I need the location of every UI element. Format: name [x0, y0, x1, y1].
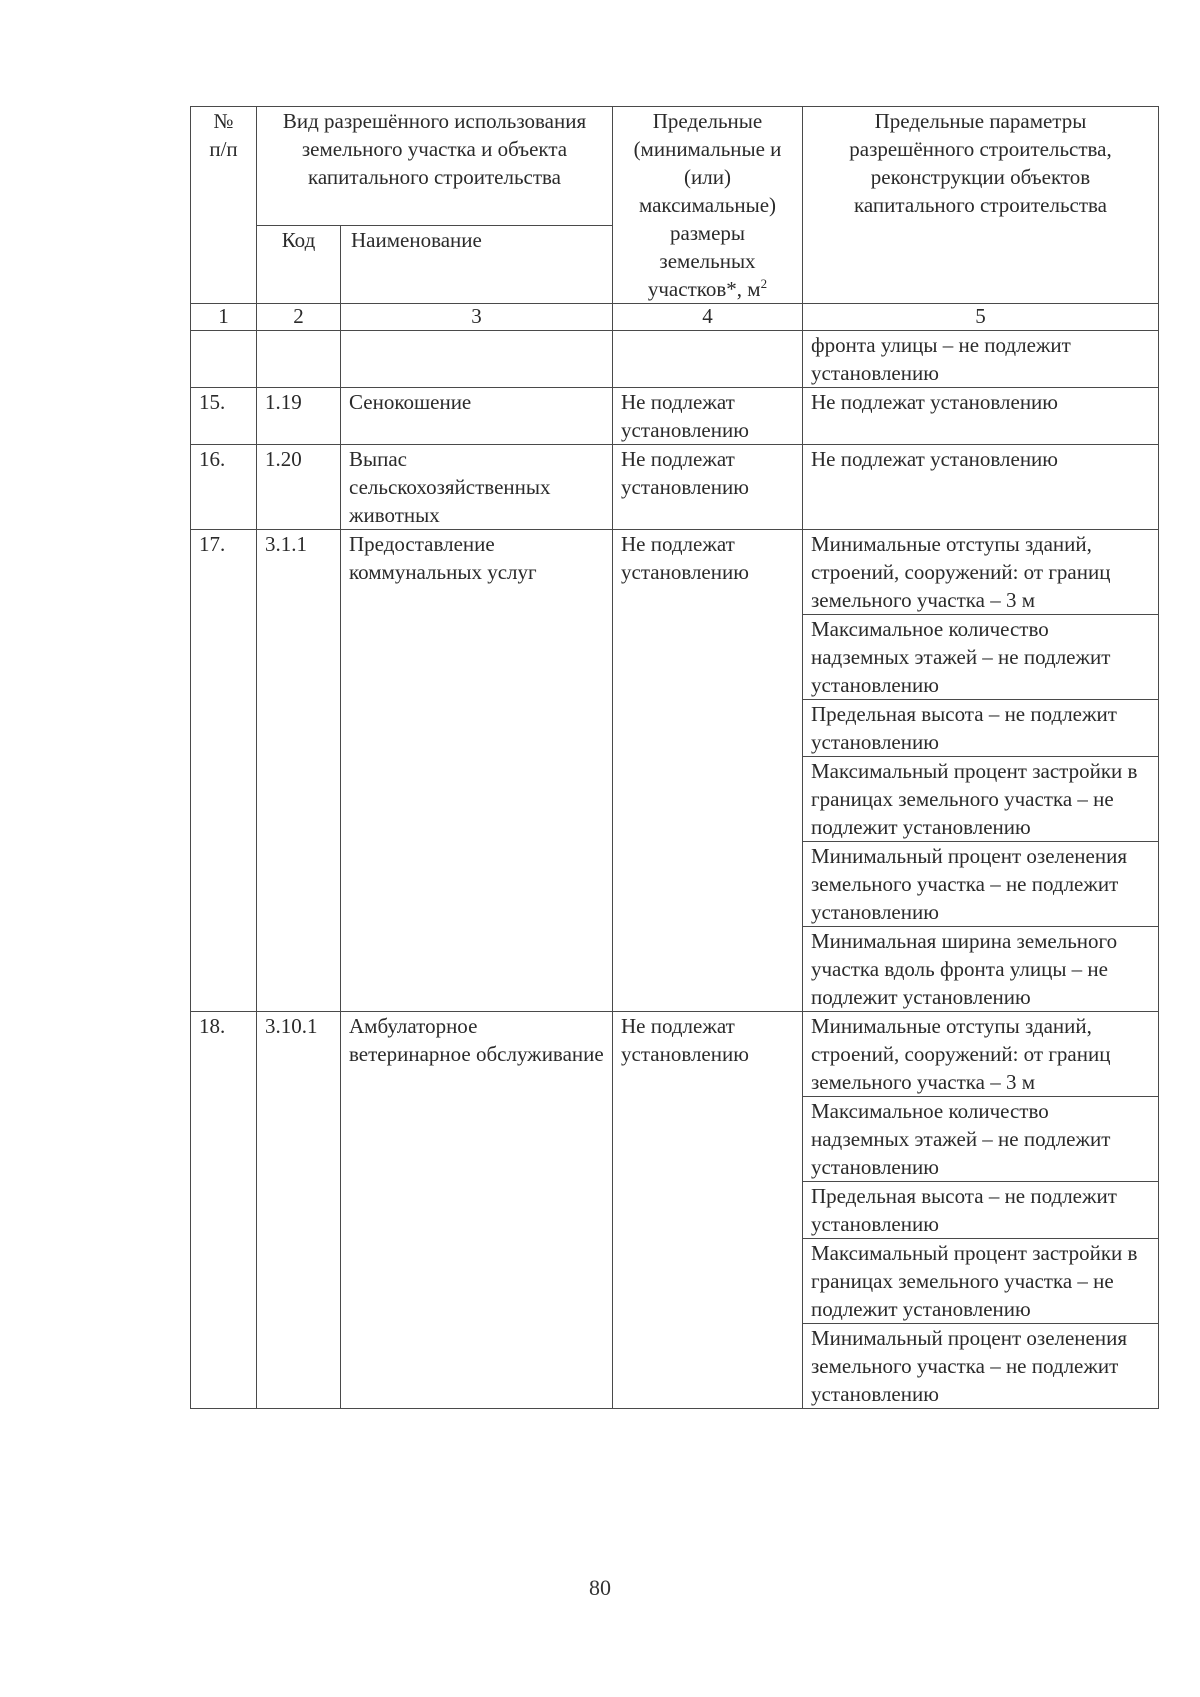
header-plot-size-sup: 2	[760, 276, 768, 291]
table-row-continuation	[191, 331, 1159, 388]
row-code: 3.10.1	[257, 1012, 341, 1409]
header-build-params: Предельные параметры разрешённого строительства, реконструкции объектов капитального строительства	[803, 107, 1159, 304]
params-cell: фронта улицы – не подлежит установлению	[803, 331, 1159, 388]
column-number: 1	[191, 304, 257, 331]
regulations-table	[190, 106, 1159, 1409]
row-name: Сенокошение	[341, 388, 613, 445]
header-use-type-group: Вид разрешённого использования земельного участка и объекта капитального строительства	[257, 107, 613, 226]
table-row	[191, 445, 1159, 530]
params-cell: Максимальный процент застройки в границах земельного участка – не подлежит установлению	[803, 1239, 1159, 1324]
column-number: 2	[257, 304, 341, 331]
params-cell: Минимальный процент озеленения земельного участка – не подлежит установлению	[803, 1324, 1159, 1409]
header-number-cell	[191, 107, 257, 304]
column-number-row	[191, 304, 1159, 331]
params-cell: Максимальное количество надземных этажей – не подлежит установлению	[803, 1097, 1159, 1182]
header-name: Наименование	[341, 226, 613, 304]
column-number: 3	[341, 304, 613, 331]
params-cell: Не подлежат установлению	[803, 388, 1159, 445]
row-name: Предоставление коммунальных услуг	[341, 530, 613, 1012]
row-number: 17.	[191, 530, 257, 1012]
row-number: 15.	[191, 388, 257, 445]
header-number-sign: №	[213, 109, 234, 133]
row-number: 18.	[191, 1012, 257, 1409]
row-code: 3.1.1	[257, 530, 341, 1012]
header-number-abbr: п/п	[209, 137, 238, 161]
params-cell: Минимальная ширина земельного участка вдоль фронта улицы – не подлежит установлению	[803, 927, 1159, 1012]
params-cell: Минимальные отступы зданий, строений, сооружений: от границ земельного участка – 3 м	[803, 530, 1159, 615]
row-plot-size: Не подлежат установлению	[613, 530, 803, 1012]
header-plot-size	[613, 107, 803, 304]
table-row	[191, 530, 1159, 615]
table-header-row	[191, 107, 1159, 226]
page-number: 80	[589, 1575, 611, 1600]
params-cell: Минимальный процент озеленения земельного участка – не подлежит установлению	[803, 842, 1159, 927]
table-row	[191, 388, 1159, 445]
row-name: Амбулаторное ветеринарное обслуживание	[341, 1012, 613, 1409]
row-code: 1.19	[257, 388, 341, 445]
params-cell: Предельная высота – не подлежит установлению	[803, 1182, 1159, 1239]
row-plot-size: Не подлежат установлению	[613, 388, 803, 445]
table-row	[191, 1012, 1159, 1097]
column-number: 5	[803, 304, 1159, 331]
row-number: 16.	[191, 445, 257, 530]
row-code: 1.20	[257, 445, 341, 530]
row-plot-size: Не подлежат установлению	[613, 445, 803, 530]
params-cell: Максимальный процент застройки в границах земельного участка – не подлежит установлению	[803, 757, 1159, 842]
header-code: Код	[257, 226, 341, 304]
params-cell: Минимальные отступы зданий, строений, сооружений: от границ земельного участка – 3 м	[803, 1012, 1159, 1097]
params-cell: Максимальное количество надземных этажей – не подлежит установлению	[803, 615, 1159, 700]
row-name: Выпас сельскохозяйственных животных	[341, 445, 613, 530]
header-plot-size-label: Предельные (минимальные и (или) максимальные) размеры земельных участков*, м	[633, 109, 782, 301]
params-cell: Предельная высота – не подлежит установлению	[803, 700, 1159, 757]
column-number: 4	[613, 304, 803, 331]
row-plot-size: Не подлежат установлению	[613, 1012, 803, 1409]
params-cell: Не подлежат установлению	[803, 445, 1159, 530]
